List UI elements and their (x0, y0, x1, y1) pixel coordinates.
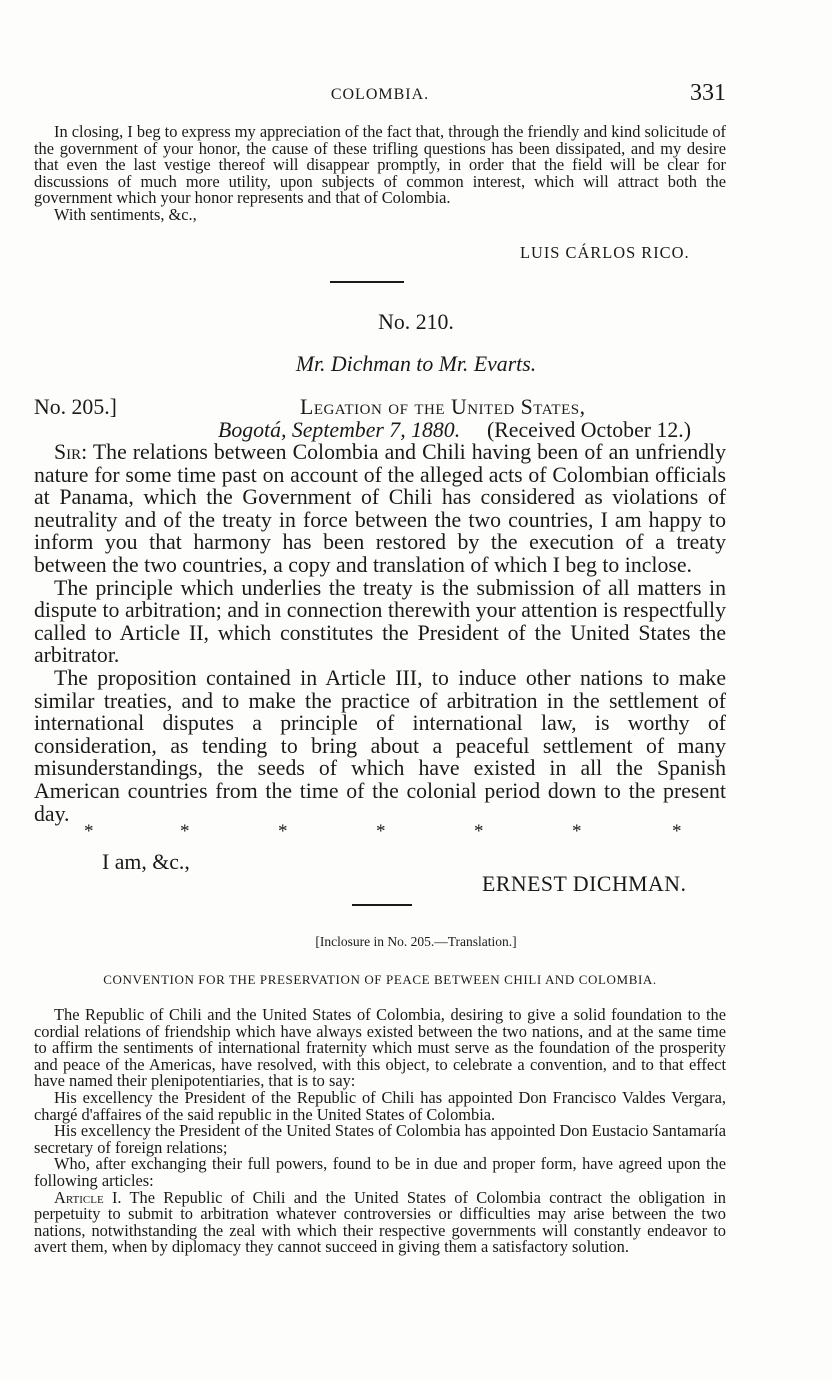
article-paragraph (34, 1187, 726, 1257)
star-mark: * (572, 821, 582, 842)
document-signature: ERNEST DICHMAN. (482, 872, 687, 896)
article-label: Article I. (54, 1187, 122, 1207)
page-number: 331 (690, 80, 726, 106)
convention-title: CONVENTION FOR THE PRESERVATION OF PEACE BETWEEN CHILI AND COLOMBIA. (103, 972, 657, 987)
reference-number: No. 205.] (34, 395, 117, 419)
letter-body (34, 441, 726, 825)
place-date: Bogotá, September 7, 1880. (218, 418, 461, 442)
section-divider (330, 281, 404, 283)
document-number: No. 210. (378, 310, 454, 334)
convention-paragraph: His excellency the President of the Republic of Chili has appointed Don Francisco Valdes Vergara, chargé d'affaires of the said republic in the United States of Colombia. (34, 1087, 726, 1124)
star-mark: * (180, 821, 190, 842)
inclosure-note: [Inclosure in No. 205.—Translation.] (315, 934, 517, 949)
legation-heading: Legation of the United States, (300, 395, 586, 419)
section-divider (352, 904, 412, 906)
letter-closing: With sentiments, &c., (54, 204, 197, 224)
star-mark: * (84, 821, 94, 842)
received-date: (Received October 12.) (487, 418, 691, 442)
convention-paragraph: Who, after exchanging their full powers, found to be in due and proper form, have agreed upon the following articles: (34, 1154, 726, 1190)
letter-signature: LUIS CÁRLOS RICO. (520, 243, 690, 262)
article-text: The Republic of Chili and the United States of Colombia contract the obligation in perpetuity to submit to arbitration whatever controversies or difficulties may arise between the two nations, notwithstanding the zeal with which their respective governments will constantly endeavor to avert them, when by diplomacy they cannot succeed in giving them a satisfactory solution. (34, 1187, 726, 1257)
star-mark: * (278, 821, 288, 842)
document-subtitle: Mr. Dichman to Mr. Evarts. (295, 352, 537, 376)
body-paragraph: The proposition contained in Article III, to induce other nations to make similar treaties, and to make the practice of arbitration in the settlement of international disputes a principle of international law, is worthy of consideration, as tending to bring about a peaceful settlement of many misunderstandings, the seeds of which have existed in all the Spanish American countries from the time of the colonial period down to the present day. (34, 665, 726, 826)
convention-paragraph: His excellency the President of the United States of Colombia has appointed Don Eustacio Santamaría secretary of foreign relations; (34, 1121, 726, 1157)
body-text: The relations between Colombia and Chili having been of an unfriendly nature for some time past on account of the alleged acts of Colombian officials at Panama, which the Government of Chili has considered as violations of neutrality and of the treaty in force between the two countries, I am happy to inform you that harmony has been restored by the execution of a treaty between the two countries, a copy and translation of which I beg to inclose. (34, 440, 726, 577)
convention-paragraph: The Republic of Chili and the United States of Colombia, desiring to give a solid foundation to the cordial relations of friendship which have always existed between the two nations, and at the same time to affirm the sentiments of international fraternity which must serve as the foundation of the prosperity and peace of the Americas, have resolved, with this object, to celebrate a convention, and to that effect have named their plenipotentiaries, that is to say: (34, 1005, 726, 1091)
salutation: Sir: (54, 440, 88, 464)
page-header (34, 80, 726, 110)
star-mark: * (474, 821, 484, 842)
letter-paragraph: In closing, I beg to express my appreciation of the fact that, through the friendly and kind solicitude of the government of your honor, the cause of these trifling questions has been dissipated, and my desire that even the last vestige thereof will disappear promptly, in order that the field will be clear for discussions of much more utility, upon subjects of common interest, which will attract both the government which your honor represents and that of Colombia. (34, 122, 726, 208)
body-paragraph: The principle which underlies the treaty is the submission of all matters in dispute to arbitration; and in connection therewith your attention is respectfully called to Article II, which constitutes the President of the United States the arbitrator. (34, 575, 726, 668)
document-closing: I am, &c., (102, 850, 190, 874)
letter-closing-block (34, 124, 726, 224)
star-mark: * (376, 821, 386, 842)
convention-body (34, 1007, 726, 1256)
star-mark: * (672, 821, 682, 842)
body-paragraph (34, 441, 726, 577)
running-head: COLOMBIA. (330, 86, 430, 103)
